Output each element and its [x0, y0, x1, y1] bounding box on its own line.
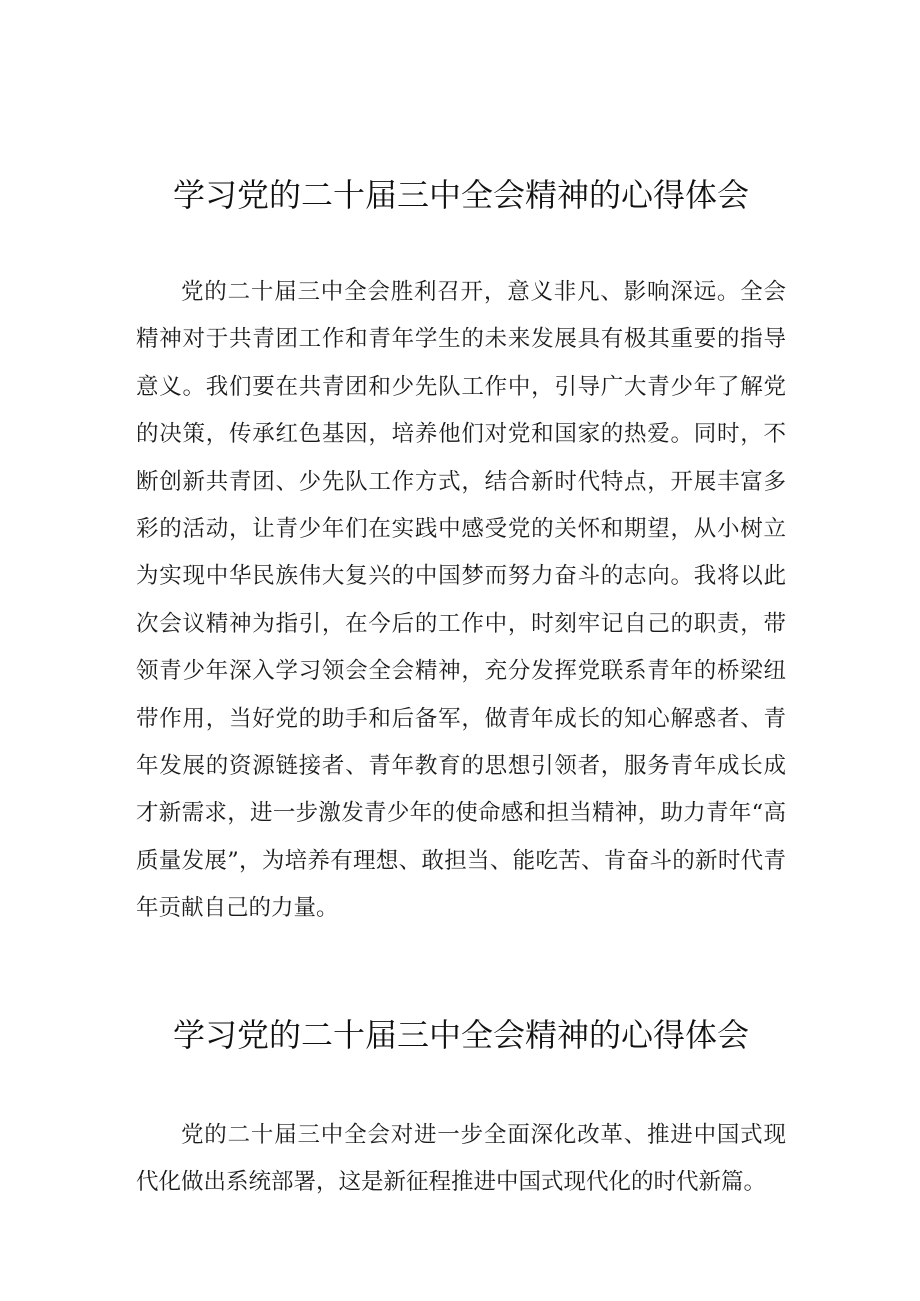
article-1 — [136, 172, 786, 933]
article-title: 学习党的二十届三中全会精神的心得体会 — [172, 1016, 749, 1054]
article-2 — [136, 1012, 786, 1207]
article-body: 党的二十届三中全会胜利召开，意义非凡、影响深远。全会精神对于共青团工作和青年学生的未来发展具有极其重要的指导意义。我们要在共青团和少先队工作中，引导广大青少年了解党的决策，传承红色基因，培养他们对党和国家的热爱。同时，不断创新共青团、少先队工作方式，结合新时代特点，开展丰富多彩的活动，让青少年们在实践中感受党的关怀和期望，从小树立为实现中华民族伟大复兴的中国梦而努力奋斗的志向。我将以此次会议精神为指引，在今后的工作中，时刻牢记自己的职责，带领青少年深入学习领会全会精神，充分发挥党联系青年的桥梁纽带作用，当好党的助手和后备军，做青年成长的知心解惑者、青年发展的资源链接者、青年教育的思想引领者，服务青年成长成才新需求，进一步激发青少年的使命感和担当精神，助力青年“高质量发展”，为培养有理想、敢担当、能吃苦、肯奋斗的新时代青年贡献自己的力量。 — [136, 279, 786, 922]
article-body: 党的二十届三中全会对进一步全面深化改革、推进中国式现代化做出系统部署，这是新征程推进中国式现代化的时代新篇。 — [136, 1122, 786, 1196]
article-title: 学习党的二十届三中全会精神的心得体会 — [172, 176, 749, 214]
